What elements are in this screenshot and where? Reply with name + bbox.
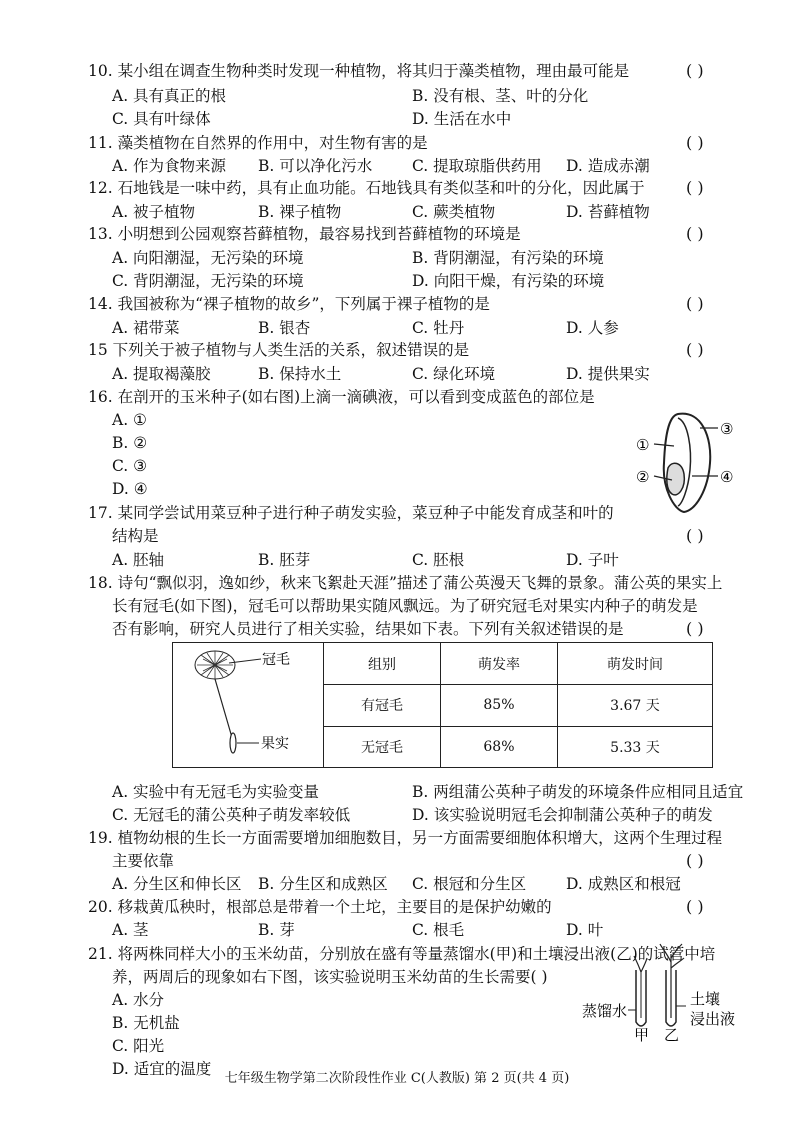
page-footer: 七年级生物学第二次阶段性作业 C(人教版) 第 2 页(共 4 页) [224,1071,570,1086]
option-c: C. 根冠和分生区 [412,875,527,893]
option-c: C. 具有叶绿体 [112,110,211,128]
yi-label: 乙 [664,1026,680,1044]
table-cell: 68% [440,726,557,767]
table-header: 萌发时间 [557,643,712,685]
achene-icon [230,733,236,753]
test-tube-figure [578,942,768,1044]
option-b: B. 可以净化污水 [258,157,373,175]
option-c: C. 牡丹 [412,319,465,337]
option-d: D. 苔藓植物 [566,203,650,221]
question-19-stem: 19. 植物幼根的生长一方面需要增加细胞数目，另一方面需要细胞体积增大，这两个生理过程 [88,829,723,847]
answer-bracket: ( ) [686,294,704,313]
option-d: D. 叶 [566,921,604,939]
question-21-stem-cont: 养，两周后的现象如右下图，该实验说明玉米幼苗的生长需要( ) [112,968,548,986]
option-a: A. 茎 [112,921,149,939]
corn-seed-figure [632,408,742,518]
option-d: D. 生活在水中 [412,110,512,128]
jia-label: 甲 [634,1026,650,1044]
option-d: D. ④ [112,480,148,498]
option-b: B. 芽 [258,921,295,939]
option-d: D. 成熟区和根冠 [566,875,681,893]
question-14-stem: 14. 我国被称为“裸子植物的故乡”，下列属于裸子植物的是 [88,295,490,313]
table-cell: 有冠毛 [324,685,441,726]
option-c: C. 根毛 [412,921,465,939]
option-a: A. 胚轴 [112,551,165,569]
answer-bracket: ( ) [686,340,704,359]
table-cell: 3.67 天 [557,685,712,726]
option-c: C. 蕨类植物 [412,203,496,221]
option-a: A. 作为食物来源 [112,157,227,175]
option-b: B. ② [112,434,148,452]
label-3: ③ [720,420,734,438]
option-b: B. 保持水土 [258,365,342,383]
option-c: C. 无冠毛的蒲公英种子萌发率较低 [112,806,351,824]
option-d: D. 人参 [566,319,619,337]
dandelion-figure [173,643,323,767]
option-a: A. 提取褐藻胶 [112,365,211,383]
option-b: B. 没有根、茎、叶的分化 [412,87,589,105]
question-20-stem: 20. 移栽黄瓜秧时，根部总是带着一个土坨，主要目的是保护幼嫩的 [88,898,552,916]
option-b: B. 背阴潮湿，有污染的环境 [412,249,604,267]
answer-bracket: ( ) [686,133,704,152]
question-11-stem: 11. 藻类植物在自然界的作用中，对生物有害的是 [88,134,428,152]
answer-bracket: ( ) [686,224,704,243]
option-a: A. 水分 [112,991,165,1009]
option-c: C. 阳光 [112,1037,165,1055]
fruit-label: 果实 [261,736,289,752]
option-b: B. 裸子植物 [258,203,342,221]
option-c: C. 提取琼脂供药用 [412,157,542,175]
option-b: B. 无机盐 [112,1014,180,1032]
option-b: B. 两组蒲公英种子萌发的环境条件应相同且适宜 [412,783,744,801]
label-4: ④ [720,468,734,486]
option-a: A. ① [112,411,147,429]
answer-bracket: ( ) [686,61,704,80]
label-2: ② [636,468,650,486]
soil-label: 土壤 [690,990,721,1008]
option-c: C. 胚根 [412,551,465,569]
question-13-stem: 13. 小明想到公园观察苔藓植物，最容易找到苔藓植物的环境是 [88,225,521,243]
extract-label: 浸出液 [690,1010,736,1028]
label-1: ① [636,436,650,454]
option-a: A. 具有真正的根 [112,87,227,105]
option-a: A. 被子植物 [112,203,196,221]
option-b: B. 胚芽 [258,551,311,569]
table-header: 组别 [324,643,441,685]
option-d: D. 提供果实 [566,365,650,383]
tube-yi-icon [660,944,684,1026]
answer-bracket: ( ) [686,178,704,197]
question-16-stem: 16. 在剖开的玉米种子(如右图)上滴一滴碘液，可以看到变成蓝色的部位是 [88,388,595,406]
table-cell: 85% [440,685,557,726]
option-a: A. 向阳潮湿，无污染的环境 [112,249,304,267]
question-17-stem-cont: 结构是 [112,527,159,545]
option-a: A. 实验中有无冠毛为实验变量 [112,783,320,801]
question-12-stem: 12. 石地钱是一味中药，具有止血功能。石地钱具有类似茎和叶的分化，因此属于 [88,179,645,197]
distilled-water-label: 蒸馏水 [582,1002,628,1020]
question-21-stem: 21. 将两株同样大小的玉米幼苗，分别放在盛有等量蒸馏水(甲)和土壤浸出液(乙)的试管中培 [88,945,716,963]
answer-bracket: ( ) [686,619,704,638]
option-d: D. 造成赤潮 [566,157,650,175]
option-d: D. 向阳干燥，有污染的环境 [412,272,605,290]
question-18-stem-cont: 长有冠毛(如下图)，冠毛可以帮助果实随风飘远。为了研究冠毛对果实内种子的萌发是 [112,597,698,615]
tube-jia-icon [634,956,647,1026]
question-10-stem: 10. 某小组在调查生物种类时发现一种植物，将其归于藻类植物，理由最可能是 [88,62,630,80]
option-a: A. 分生区和伸长区 [112,875,242,893]
question-17-stem: 17. 某同学尝试用菜豆种子进行种子萌发实验，菜豆种子中能发育成茎和叶的 [88,504,614,522]
option-a: A. 裙带菜 [112,319,180,337]
beak-stalk [215,679,233,741]
pappus-label: 冠毛 [262,652,290,668]
option-d: D. 该实验说明冠毛会抑制蒲公英种子的萌发 [412,806,713,824]
option-b: B. 银杏 [258,319,311,337]
pappus-icon [195,651,235,679]
germination-table [172,642,713,768]
question-19-stem-cont: 主要依靠 [112,852,175,870]
option-c: C. 背阴潮湿，无污染的环境 [112,272,304,290]
question-15-stem: 15 下列关于被子植物与人类生活的关系，叙述错误的是 [88,341,470,359]
option-c: C. 绿化环境 [412,365,496,383]
option-c: C. ③ [112,457,148,475]
question-18-stem: 18. 诗句“飘似羽，逸如纱，秋来飞絮赴天涯”描述了蒲公英漫天飞舞的景象。蒲公英的果实上 [88,574,723,592]
table-header: 萌发率 [440,643,557,685]
question-18-stem-cont2: 否有影响，研究人员进行了相关实验，结果如下表。下列有关叙述错误的是 [112,620,624,638]
answer-bracket: ( ) [686,851,704,870]
table-cell: 5.33 天 [557,726,712,767]
table-cell: 无冠毛 [324,726,441,767]
option-b: B. 分生区和成熟区 [258,875,388,893]
option-d: D. 子叶 [566,551,619,569]
answer-bracket: ( ) [686,526,704,545]
dandelion-figure-cell [173,643,324,768]
option-d: D. 适宜的温度 [112,1060,212,1078]
answer-bracket: ( ) [686,897,704,916]
